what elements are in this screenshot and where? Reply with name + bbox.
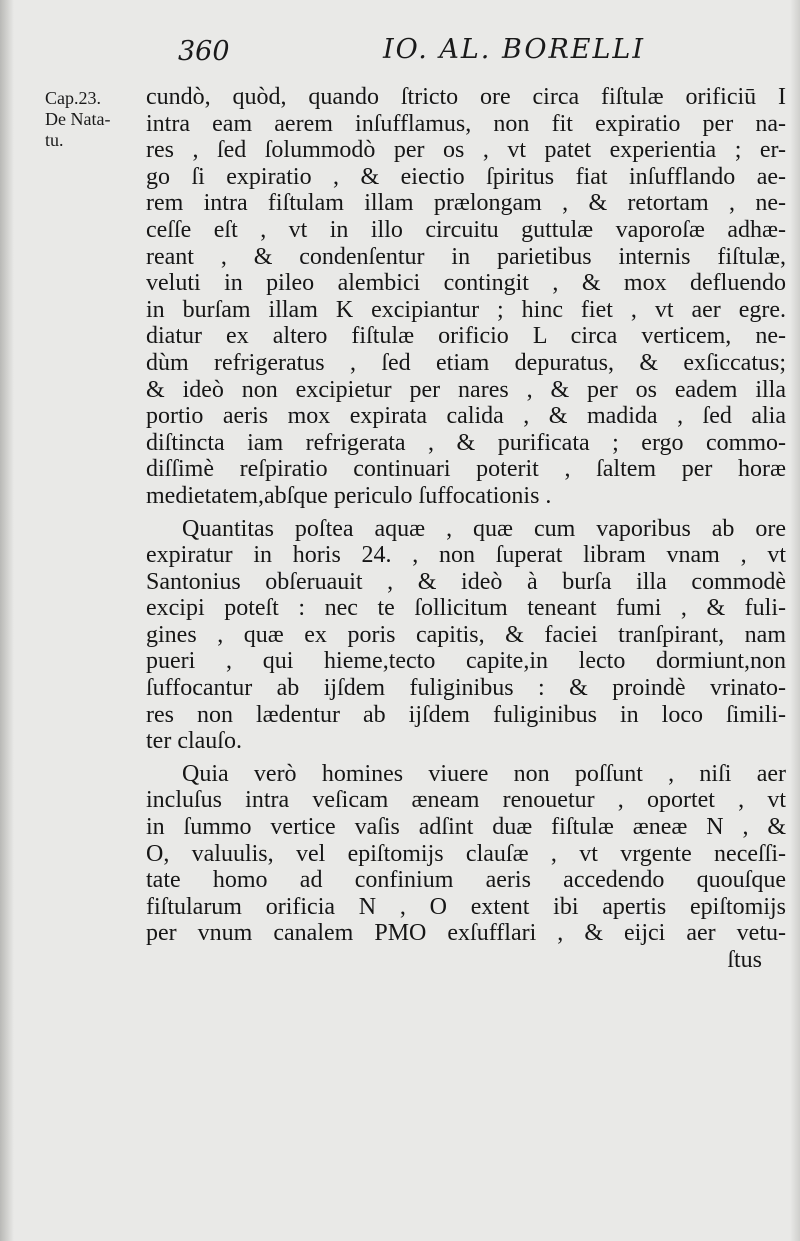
text-line: reant , & condenſentur in parietibus internis fiſtulæ, (146, 243, 786, 270)
page-number: 360 (178, 36, 230, 67)
running-head (0, 32, 800, 72)
text-line: cundò, quòd, quando ſtricto ore circa fiſtulæ orificiū I (146, 84, 786, 110)
margin-note-line: Cap.23. (45, 88, 101, 108)
text-line: intra eam aerem inſufflamus, non fit expiratio per na- (146, 110, 786, 137)
text-line: rem intra fiſtulam illam prælongam , & retortam , ne- (146, 190, 786, 217)
text-line: res , ſed ſolummodò per os , vt patet experientia ; er- (146, 137, 786, 164)
text-line: & ideò non excipietur per nares , & per os eadem illa (146, 376, 786, 403)
text-line: diſtincta iam refrigerata , & purificata ; ergo commo- (146, 429, 786, 456)
running-title: IO. AL. BORELLI (383, 34, 646, 65)
text-line: in ſummo vertice vaſis adſint duæ fiſtulæ æneæ N , & (146, 814, 786, 841)
text-line: diſſimè reſpiratio continuari poterit , ſaltem per horæ (146, 456, 786, 483)
text-line: ter clauſo. (146, 728, 242, 755)
body-text (146, 84, 786, 974)
text-line: Quantitas poſtea aquæ , quæ cum vaporibus ab ore (182, 515, 786, 542)
margin-note-line: De Nata- (45, 109, 111, 129)
text-line: ſuffocantur ab ijſdem fuliginibus : & proindè vrinato- (146, 675, 786, 702)
text-line: Quia verò homines viuere non poſſunt , niſi aer (182, 760, 786, 787)
text-line: veluti in pileo alembici contingit , & mox defluendo (146, 270, 786, 297)
text-line: incluſus intra veſicam æneam renouetur , oportet , vt (146, 787, 786, 814)
text-line: expiratur in horis 24. , non ſuperat libram vnam , vt (146, 542, 786, 569)
text-line: fiſtularum orificia N , O extent ibi apertis epiſtomijs (146, 893, 786, 920)
text-line: diatur ex altero fiſtulæ orificio L circa verticem, ne- (146, 323, 786, 350)
text-line: medietatem,abſque periculo ſuffocationis . (146, 482, 552, 509)
text-line: portio aeris mox expirata calida , & madida , ſed alia (146, 403, 786, 430)
text-line: gines , quæ ex poris capitis, & faciei tranſpirant, nam (146, 621, 786, 648)
paragraph-3 (146, 761, 786, 947)
margin-note-line: tu. (45, 130, 64, 150)
text-line: tate homo ad confinium aeris accedendo quouſque (146, 867, 786, 894)
text-line: per vnum canalem PMO exſufflari , & eijci aer vetu- (146, 920, 786, 947)
text-line: pueri , qui hieme,tecto capite,in lecto dormiunt,non (146, 648, 786, 675)
text-line: dùm refrigeratus , ſed etiam depuratus, & exſiccatus; (146, 349, 786, 376)
text-line: excipi poteſt : nec te ſollicitum teneant fumi , & fuli- (146, 595, 786, 622)
text-line: in burſam illam K excipiantur ; hinc fiet , vt aer egre. (146, 296, 786, 323)
paragraph-2 (146, 516, 786, 755)
paragraph-1 (146, 84, 786, 510)
margin-note (45, 88, 140, 151)
catchword: ſtus (727, 947, 762, 973)
text-line: O, valuulis, vel epiſtomijs clauſæ , vt vrgente neceſſi- (146, 840, 786, 867)
text-line: ceſſe eſt , vt in illo circuitu guttulæ vaporoſæ adhæ- (146, 216, 786, 243)
text-line: Santonius obſeruauit , & ideò à burſa illa commodè (146, 568, 786, 595)
text-line: res non lædentur ab ijſdem fuliginibus in loco ſimili- (146, 701, 786, 728)
text-line: go ſi expiratio , & eiectio ſpiritus fiat inſufflando ae- (146, 163, 786, 190)
